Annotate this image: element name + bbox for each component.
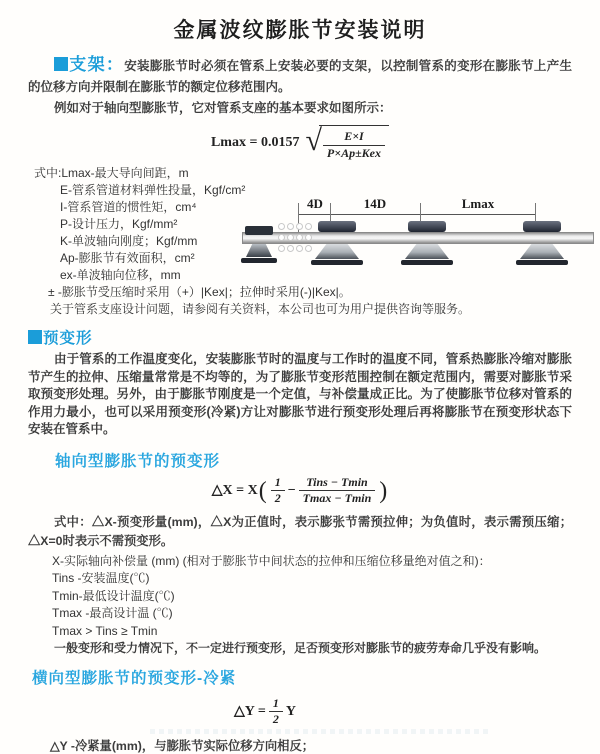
diagram-label-14d: 14D xyxy=(363,196,387,211)
temp-denominator: Tmax − Tmin xyxy=(302,491,372,506)
blue-square-icon xyxy=(28,330,42,344)
guide-support xyxy=(310,221,364,265)
support-base xyxy=(516,260,568,265)
lateral-note: △Y -冷紧量(mm)，与膨胀节实际位移方向相反； xyxy=(50,739,315,754)
axial-variable-list xyxy=(0,553,600,658)
sqrt-radical xyxy=(305,125,389,161)
half-denominator: 2 xyxy=(274,491,281,506)
minus-sign: − xyxy=(287,482,296,498)
pipe-support-diagram xyxy=(240,196,596,294)
radical-sign-icon: √ xyxy=(305,124,322,157)
anchor-pedestal xyxy=(246,244,272,257)
predeform-paragraph: 由于管系的工作温度变化，安装膨胀节时的温度与工作时的温度不同，管系热膨胀冷缩对膨胀节产生的拉伸、压缩量常常是不均等的，为了膨胀节变形范围控制在额定范围内，需要对膨胀节采取预变形处理。另外，由于膨胀节刚度是一个定值，与补偿量成正比。为了使膨胀节位移对管系的作用力最小，也可以采用预变形(冷紧)方让对膨胀节进行预变形处理后再将膨胀节在预变形状态下安装在管系中。 xyxy=(28,352,572,437)
support-saddle xyxy=(315,244,359,259)
cutoff-text-artifact xyxy=(150,729,490,734)
predeform-heading-row xyxy=(28,326,600,348)
axial-explanation: 式中：△X-预变形量(mm)，△X为正值时，表示膨张节需预拉伸；为负值时，表示需预压缩；△X=0时表示不需预变形。 xyxy=(28,514,572,548)
formula-lmax-numerator: E×I xyxy=(323,129,385,146)
variable-line: P-设计压力，Kgf/mm² xyxy=(60,217,178,232)
support-intro-text: 安装膨胀节时必须在管系上安装必要的支架，以控制管系的变形在膨胀节上产生的位移方向并限制在膨胀节的额定位移范围内。 xyxy=(28,59,572,94)
doc-title: 金属波纹膨胀节安装说明 xyxy=(173,19,427,42)
formula-lmax-lhs: Lmax = 0.0157 xyxy=(210,135,300,151)
formula-lmax-denominator: P×Ap±Kex xyxy=(326,145,382,160)
axial-line: Tmin-最低设计温度(℃) xyxy=(52,588,175,603)
support-clamp xyxy=(408,221,446,232)
variable-line: E-管系管道材料弹性投量，Kgf/cm² xyxy=(60,183,246,198)
variable-line: ex-单波轴向位移，mm xyxy=(60,268,181,283)
support-base xyxy=(311,260,363,265)
formula-lateral xyxy=(234,696,296,728)
anchor-clamp xyxy=(245,226,273,235)
close-paren: ) xyxy=(379,477,388,504)
section-heading-predeform: 预变形 xyxy=(43,330,93,348)
axial-line: Tmax -最高设计温 (℃) xyxy=(52,606,173,621)
axial-line: Tins -安装温度(℃) xyxy=(52,571,150,586)
formula-lmax xyxy=(211,125,389,161)
formula-axial xyxy=(212,475,389,507)
variable-line: K-单波轴向刚度；Kgf/mm xyxy=(60,234,198,249)
guide-support xyxy=(515,221,569,265)
variable-line: ± -膨胀节受压缩时采用（+）|Kex|；拉伸时采用(-)|Kex|。 xyxy=(48,285,351,300)
support-example-line: 例如对于轴向型膨胀节，它对管系支座的基本要求如图所示： xyxy=(54,101,392,115)
support-clamp xyxy=(318,221,356,232)
open-paren: ( xyxy=(258,477,267,504)
support-clamp xyxy=(523,221,561,232)
variable-line: Ap-膨胀节有效面积，cm² xyxy=(60,251,195,266)
section-heading-support: 支架： xyxy=(69,55,125,74)
diagram-label-4d: 4D xyxy=(307,196,323,211)
support-service-note: 关于管系支座设计问题，请参阅有关资料，本公司也可为用户提供咨询等服务。 xyxy=(50,302,471,317)
support-saddle xyxy=(405,244,449,259)
bellows-coil-icon xyxy=(278,223,314,253)
variable-line: 式中:Lmax-最大导向间距，m xyxy=(34,166,189,181)
lateral-subheading: 横向型膨胀节的预变形-冷紧 xyxy=(32,669,237,687)
axial-subheading: 轴向型膨胀节的预变形 xyxy=(55,452,221,470)
dimension-line xyxy=(298,214,535,215)
lateral-denominator: 2 xyxy=(272,712,279,727)
formula-lateral-lhs: △Y = xyxy=(234,704,266,720)
fixed-anchor-support xyxy=(240,226,278,263)
diagram-label-lmax: Lmax xyxy=(461,196,495,211)
support-base xyxy=(401,260,453,265)
formula-axial-lhs: △X = X xyxy=(211,483,258,499)
blue-square-icon xyxy=(54,57,68,71)
lateral-numerator: 1 xyxy=(269,696,283,713)
guide-support xyxy=(400,221,454,265)
variable-line: I-管系管道的惯性矩，cm⁴ xyxy=(60,200,197,215)
support-saddle xyxy=(520,244,564,259)
axial-line: X-实际轴向补偿量 (mm) (相对于膨胀节中间状态的拉伸和压缩位移量绝对值之和)： xyxy=(52,553,491,568)
formula-lateral-rhs: Y xyxy=(285,703,296,719)
axial-fatigue-note: 一般变形和受力情况下，不一定进行预变形，足否预变形对膨胀节的疲劳寿命几乎没有影响。 xyxy=(54,641,547,656)
support-paragraph xyxy=(28,54,572,98)
axial-line: Tmax > Tins ≥ Tmin xyxy=(52,623,158,638)
temp-numerator: Tins − Tmin xyxy=(299,475,376,492)
half-numerator: 1 xyxy=(271,475,285,492)
anchor-base xyxy=(241,258,277,263)
